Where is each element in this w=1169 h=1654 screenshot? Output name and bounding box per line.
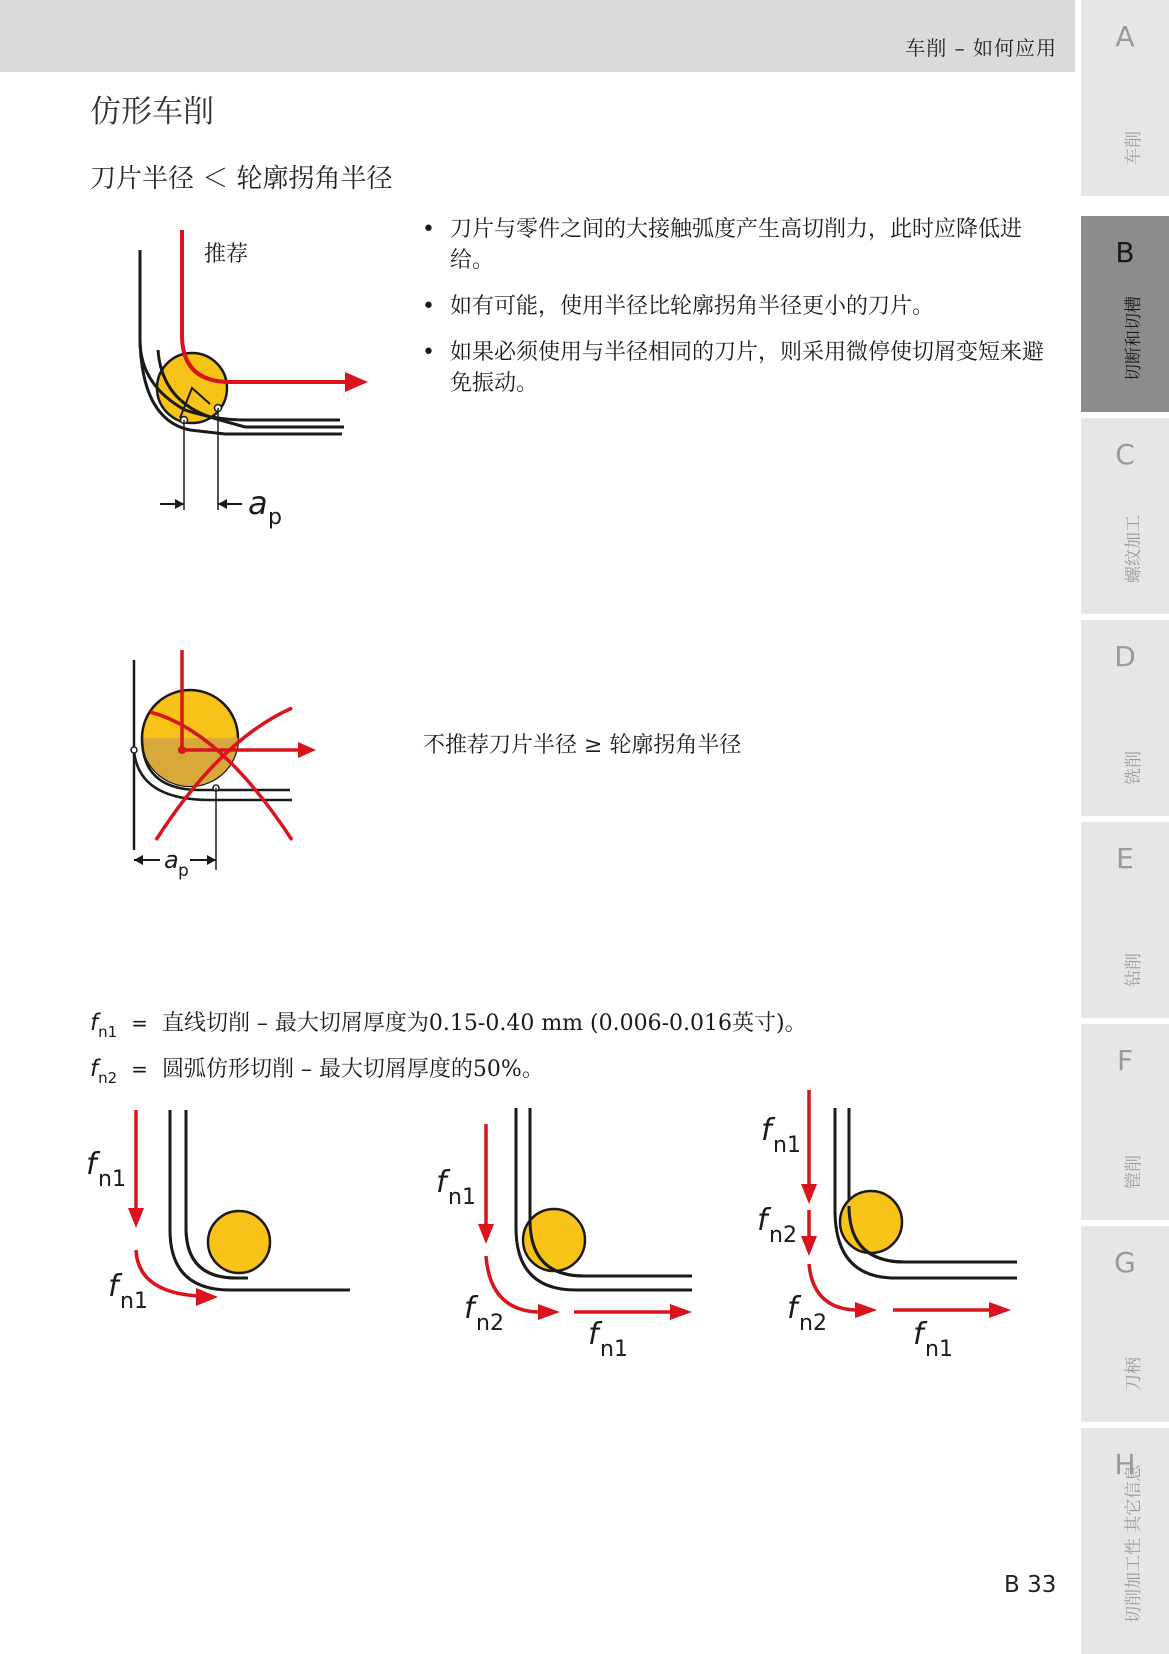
svg-text:f: f: [787, 1291, 798, 1326]
svg-text:f: f: [436, 1165, 447, 1200]
not-recommended-diagram: [120, 650, 320, 890]
tab-d-milling[interactable]: D 铣削: [1081, 620, 1169, 816]
tab-b-parting-grooving[interactable]: B 切断和切槽: [1081, 216, 1169, 412]
ap-subscript: p: [178, 861, 189, 881]
equals-sign: =: [131, 1057, 148, 1081]
page-title: 仿形车削: [90, 94, 214, 130]
chapter-sidebar: [1081, 0, 1169, 1654]
svg-text:f: f: [913, 1317, 924, 1352]
ap-label: a: [248, 484, 268, 522]
page-number: B 33: [1004, 1572, 1057, 1598]
tab-g-tool-holding[interactable]: G 刀柄: [1081, 1226, 1169, 1422]
svg-text:n2: n2: [476, 1311, 504, 1336]
feed-subscript: n1: [98, 1023, 118, 1041]
header-section-title: 车削 – 如何应用: [905, 36, 1057, 60]
svg-text:f: f: [108, 1269, 119, 1304]
svg-text:n2: n2: [799, 1311, 827, 1336]
tab-a-turning[interactable]: A 车削: [1081, 0, 1169, 196]
list-item: • 刀片与零件之间的大接触弧度产生高切削力，此时应降低进给。: [420, 214, 1060, 276]
list-item: • 如果必须使用与半径相同的刀片，则采用微停使切屑变短来避免振动。: [420, 337, 1060, 399]
svg-text:n1: n1: [448, 1185, 476, 1210]
fn2-definition: [90, 1052, 544, 1087]
svg-text:f: f: [757, 1203, 768, 1238]
fn1-definition: [90, 1006, 807, 1041]
svg-text:n1: n1: [600, 1337, 628, 1362]
insert-circle: [208, 1211, 270, 1273]
ap-subscript: p: [268, 505, 282, 530]
feed-arrowhead: [345, 372, 368, 392]
fn2-text: 圆弧仿形切削 – 最大切屑厚度的50%。: [161, 1057, 544, 1082]
tab-f-boring[interactable]: F 镗削: [1081, 1024, 1169, 1220]
svg-text:n1: n1: [773, 1133, 801, 1158]
svg-text:n1: n1: [925, 1337, 953, 1362]
feed-symbol: f: [90, 1056, 99, 1082]
not-recommended-caption: 不推荐刀片半径 ≥ 轮廓拐角半径: [423, 733, 742, 758]
tab-h-machinability[interactable]: H 切削加工性 其它信息: [1081, 1428, 1169, 1654]
recommended-profile-diagram: [120, 220, 380, 540]
list-item: • 如有可能，使用半径比轮廓拐角半径更小的刀片。: [420, 291, 1060, 322]
advice-list: [420, 214, 1060, 414]
svg-text:f: f: [588, 1317, 599, 1352]
feed-diagram-contour: [420, 1100, 700, 1360]
recommended-label: 推荐: [204, 242, 249, 267]
svg-text:n1: n1: [98, 1167, 126, 1192]
section-subtitle: 刀片半径 ＜ 轮廓拐角半径: [90, 164, 393, 194]
svg-text:f: f: [86, 1147, 97, 1182]
ap-label: a: [164, 846, 179, 874]
header-bar: [0, 0, 1075, 72]
svg-text:f: f: [761, 1113, 772, 1148]
feed-diagram-interrupted: [745, 1082, 1025, 1362]
svg-text:n1: n1: [120, 1289, 148, 1314]
feed-subscript: n2: [98, 1069, 118, 1087]
fn1-text: 直线切削 – 最大切屑厚度为0.15-0.40 mm (0.006-0.016英寸)。: [161, 1011, 807, 1036]
tab-c-threading[interactable]: C 螺纹加工: [1081, 418, 1169, 614]
tab-e-drilling[interactable]: E 钻削: [1081, 822, 1169, 1018]
svg-text:n2: n2: [769, 1223, 797, 1248]
feed-symbol: f: [90, 1010, 99, 1036]
feed-diagram-straight: [80, 1100, 360, 1320]
svg-text:f: f: [464, 1291, 475, 1326]
equals-sign: =: [131, 1011, 148, 1035]
